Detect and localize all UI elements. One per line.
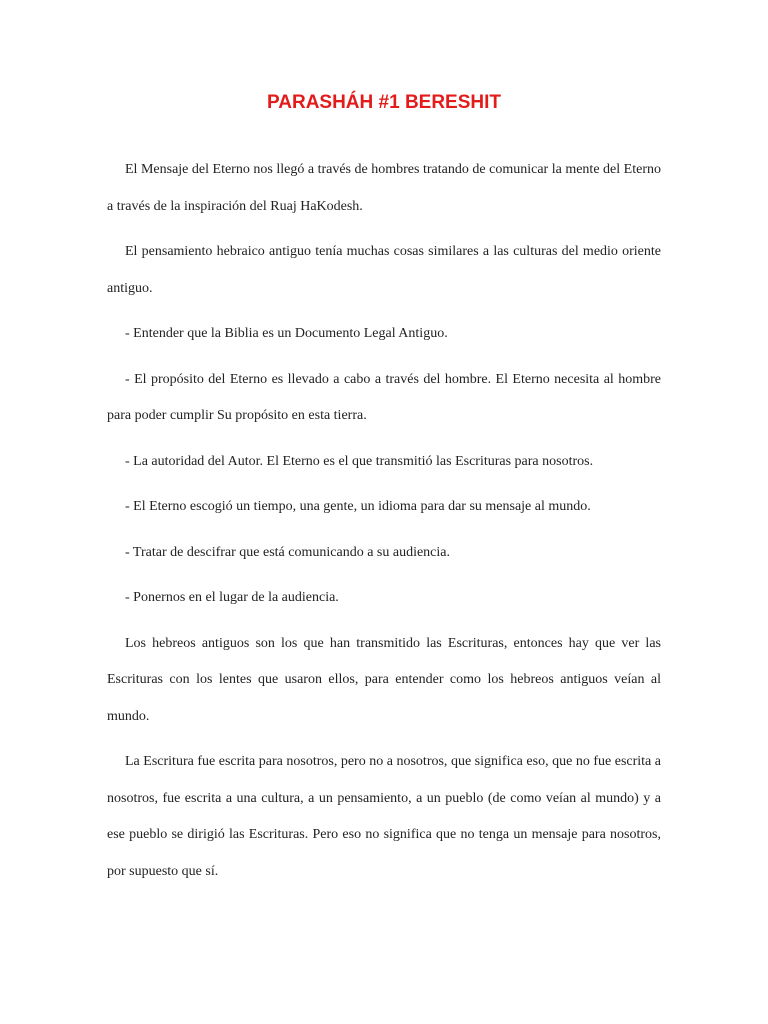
bullet-authority: - La autoridad del Autor. El Eterno es el que transmitió las Escrituras para nosotros. [125,453,594,469]
bullet-legal-document: - Entender que la Biblia es un Documento Legal Antiguo. [125,326,448,341]
bullet-decipher: - Tratar de descifrar que está comunicando a su audiencia. [125,544,450,560]
paragraph-ancient-hebrews: Los hebreos antiguos son los que han transmitido las Escrituras, entonces hay que ver las Escrituras con los lentes que usaron ellos, para entender como los hebreos antiguos veían al mundo. [107,635,661,724]
bullet-time-people-language: - El Eterno escogió un tiempo, una gente, un idioma para dar su mensaje al mundo. [125,499,591,514]
bullet-purpose: - El propósito del Eterno es llevado a cabo a través del hombre. El Eterno necesita al hombre para poder cumplir Su propósito en esta tierra. [107,371,661,423]
bullet-audience-place: - Ponernos en el lugar de la audiencia. [125,590,339,605]
document-title: PARASHÁH #1 BERESHIT [266,92,502,113]
paragraph-scripture-written: La Escritura fue escrita para nosotros, pero no a nosotros, que significa eso, que no fue escrita a nosotros, fue escrita a una cultura, a un pensamiento, a un pueblo (de como veían al mundo) y a ese pueblo se dirigió las Escrituras. Pero eso no significa que no tenga un mensaje para nosotros, por supuesto que sí. [107,754,661,879]
paragraph-hebraic-thought: El pensamiento hebraico antiguo tenía muchas cosas similares a las culturas del medio oriente antiguo. [107,244,661,296]
paragraph-intro: El Mensaje del Eterno nos llegó a través de hombres tratando de comunicar la mente del Eterno a través de la inspiración del Ruaj HaKodesh. [107,162,661,214]
